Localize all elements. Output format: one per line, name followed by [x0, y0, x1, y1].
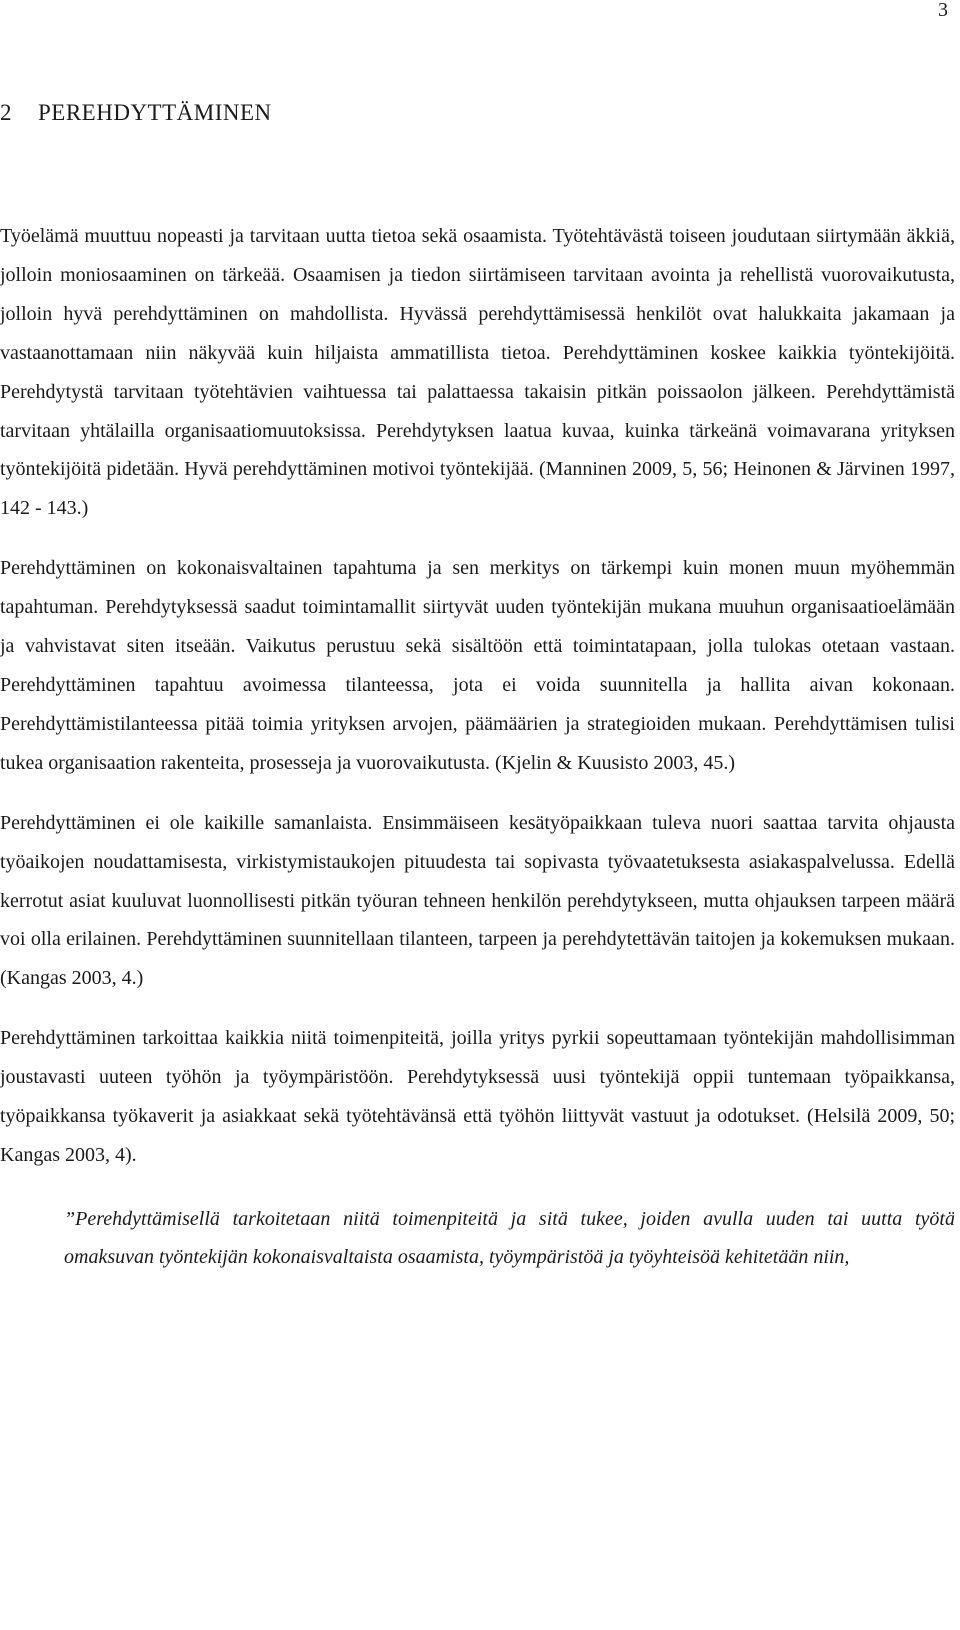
- section-number: 2: [0, 100, 12, 125]
- page-number: 3: [938, 0, 948, 21]
- paragraph: Perehdyttäminen on kokonaisvaltainen tapahtuma ja sen merkitys on tärkempi kuin monen muun myöhemmän tapahtuman. Perehdytyksessä saadut toimintamallit siirtyvät uuden työntekijän mukana muuhun organisaatioelämään ja vahvistavat siten itseään. Vaikutus perustuu sekä sisältöön että toimintatapaan, jolla tulokas otetaan vastaan. Perehdyttäminen tapahtuu avoimessa tilanteessa, jota ei voida suunnitella ja hallita aivan kokonaan. Perehdyttämistilanteessa pitää toimia yrityksen arvojen, päämäärien ja strategioiden mukaan. Perehdyttämisen tulisi tukea organisaation rakenteita, prosesseja ja vuorovaikutusta. (Kjelin & Kuusisto 2003, 45.): [0, 557, 955, 774]
- body-text: [0, 217, 955, 1276]
- paragraph: Työelämä muuttuu nopeasti ja tarvitaan uutta tietoa sekä osaamista. Työtehtävästä toiseen joudutaan siirtymään äkkiä, jolloin moniosaaminen on tärkeää. Osaamisen ja tiedon siirtämiseen tarvitaan avointa ja rehellistä vuorovaikutusta, jolloin hyvä perehdyttäminen on mahdollista. Hyvässä perehdyttämisessä henkilöt ovat halukkaita jakamaan ja vastaanottamaan niin näkyvää kuin hiljaista ammatillista tietoa. Perehdyttäminen koskee kaikkia työntekijöitä. Perehdytystä tarvitaan työtehtävien vaihtuessa tai palattaessa takaisin pitkän poissaolon jälkeen. Perehdyttämistä tarvitaan yhtälailla organisaatiomuutoksissa. Perehdytyksen laatua kuvaa, kuinka tärkeänä voimavarana yrityksen työntekijöitä pidetään. Hyvä perehdyttäminen motivoi työntekijää. (Manninen 2009, 5, 56; Heinonen & Järvinen 1997, 142 - 143.): [0, 225, 955, 520]
- paragraph: Perehdyttäminen tarkoittaa kaikkia niitä toimenpiteitä, joilla yritys pyrkii sopeuttamaan työntekijän mahdollisimman joustavasti uuteen työhön ja työympäristöön. Perehdytyksessä uusi työntekijä oppii tuntemaan työpaikkansa, työpaikkansa työkaverit ja asiakkaat sekä työtehtävänsä että työhön liittyvät vastuut ja odotukset. (Helsilä 2009, 50; Kangas 2003, 4).: [0, 1027, 955, 1166]
- section-title: PEREHDYTTÄMINEN: [38, 100, 272, 125]
- block-quote: ”Perehdyttämisellä tarkoitetaan niitä toimenpiteitä ja sitä tukee, joiden avulla uuden tai uutta työtä omaksuvan työntekijän kokonaisvaltaista osaamista, työympäristöä ja työyhteisöä kehitetään niin,: [64, 1207, 955, 1268]
- paragraph: Perehdyttäminen ei ole kaikille samanlaista. Ensimmäiseen kesätyöpaikkaan tuleva nuori saattaa tarvita ohjausta työaikojen noudattamisesta, virkistymistaukojen pituudesta tai sopivasta työvaatetuksesta asiakaspalvelussa. Edellä kerrotut asiat kuuluvat luonnollisesti pitkän työuran tehneen henkilön perehdytykseen, mutta ohjauksen tarpeen määrä voi olla erilainen. Perehdyttäminen suunnitellaan tilanteen, tarpeen ja perehdytettävän taitojen ja kokemuksen mukaan. (Kangas 2003, 4.): [0, 811, 955, 990]
- section-heading: [0, 100, 272, 126]
